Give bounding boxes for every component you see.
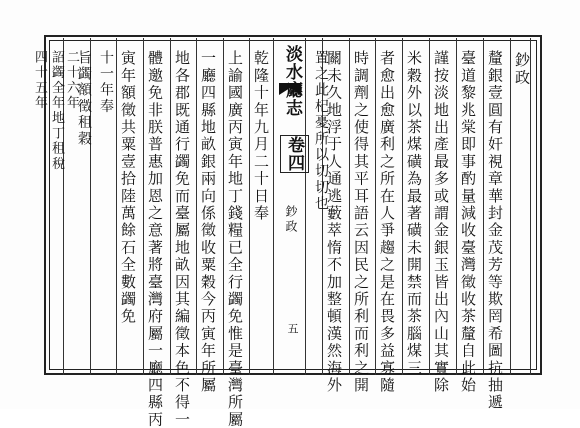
text-column: 詔蠲全年地丁租稅 xyxy=(49,50,64,172)
column-rule xyxy=(249,38,250,375)
column-rule xyxy=(483,38,484,375)
column-rule xyxy=(143,38,144,375)
page-number: 五 xyxy=(286,323,299,336)
text-column: 旨蠲額徵租穀 xyxy=(76,50,92,148)
book-title: 淡水廳志 xyxy=(282,45,302,117)
text-column: 關未久地浮于人通逃藪萃惰不加整頓漢然海外 xyxy=(325,50,343,394)
column-rule xyxy=(456,38,457,375)
banxin xyxy=(270,37,310,373)
text-column: 一廳四縣地畝銀兩向係徵收粟穀今丙寅年所屬 xyxy=(199,50,217,394)
text-column: 者愈出愈廣利之所在人爭趨之是在畏多益寡隨 xyxy=(378,50,396,394)
text-column: 四十五年 xyxy=(32,50,47,111)
text-column: 臺道黎兆棠即事酌量減收臺灣徵收茶釐自此始 xyxy=(459,50,477,394)
juan-number: 卷四 xyxy=(280,135,309,173)
text-column: 釐銀壹圓有奸視章華封金茂芳等欺罔希圖抗抽遞 xyxy=(486,50,504,412)
text-column: 時調劑之使得其平耳語云因民之所利而利之開 xyxy=(352,50,370,394)
column-rule xyxy=(530,38,531,375)
text-column: 寅年額徵共粟壹拾陸萬餘石全數蠲免 xyxy=(119,50,137,326)
text-column: 置之此杞憂所以切切也 xyxy=(313,50,329,212)
column-rule xyxy=(349,38,350,375)
text-column: 上諭國廣丙寅年地丁錢糧已全行蠲免惟是臺灣所屬 xyxy=(226,50,244,428)
column-rule xyxy=(170,38,171,375)
column-rule xyxy=(375,38,376,375)
text-column: 體邀免非朕普惠加恩之意著將臺灣府屬一廳四縣丙 xyxy=(146,50,164,428)
text-column: 二十六年 xyxy=(64,50,79,111)
text-column: 謹按淡地出產最多或謂金銀玉皆出內山其實除 xyxy=(432,50,450,394)
column-rule xyxy=(402,38,403,375)
column-rule xyxy=(223,38,224,375)
column-rule xyxy=(429,38,430,375)
edict-date: 乾隆十年九月二十日奉 xyxy=(252,50,270,222)
text-column: 十一年奉 xyxy=(98,50,114,115)
column-rule xyxy=(510,38,511,375)
section-label: 鈔政 xyxy=(284,205,298,235)
text-column: 米穀外以茶煤磺為最著磺未開禁而茶腦煤三 xyxy=(405,50,423,377)
text-column: 地各郡既通行蠲免而臺屬地畝因其編徵本色不得一 xyxy=(173,50,191,428)
juan-label xyxy=(280,135,309,173)
section-heading: 鈔政 xyxy=(513,52,531,87)
column-rule xyxy=(116,38,117,375)
column-rule xyxy=(196,38,197,375)
